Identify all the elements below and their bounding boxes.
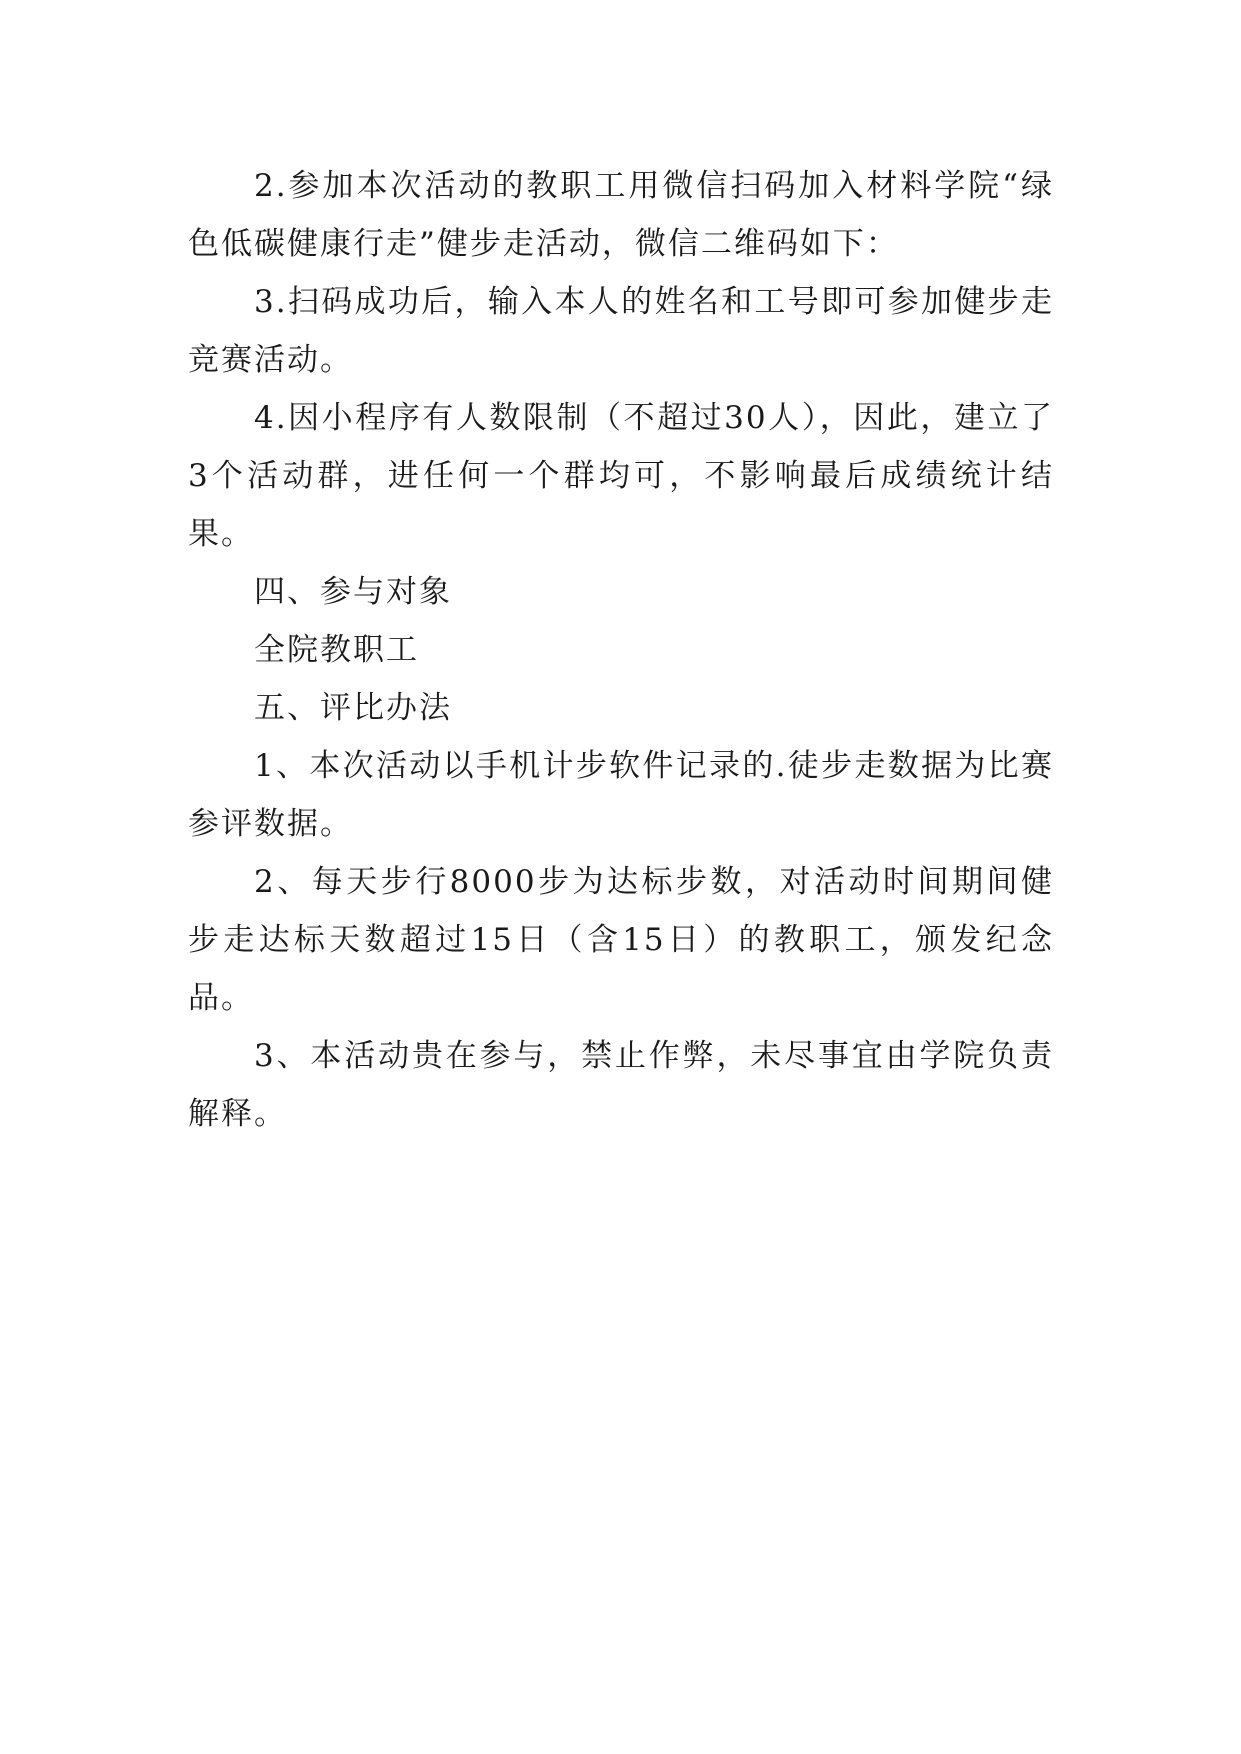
paragraph-rule-1: 1、本次活动以手机计步软件记录的.徒步走数据为比赛参评数据。 xyxy=(188,748,1054,842)
paragraph-step-2: 2.参加本次活动的教职工用微信扫码加入材料学院“绿色低碳健康行走”健步走活动，微信二维码如下： xyxy=(188,168,1054,262)
document-body xyxy=(188,157,1054,1143)
section-heading-participants: 四、参与对象 xyxy=(254,574,452,610)
section-heading-evaluation: 五、评比办法 xyxy=(254,690,452,726)
paragraph-step-4: 4.因小程序有人数限制（不超过30人），因此，建立了3个活动群，进任何一个群均可，不影响最后成绩统计结果。 xyxy=(188,400,1054,552)
paragraph-rule-3: 3、本活动贵在参与，禁止作弊，未尽事宜由学院负责解释。 xyxy=(188,1038,1054,1132)
paragraph-participants: 全院教职工 xyxy=(254,632,419,668)
paragraph-step-3: 3.扫码成功后，输入本人的姓名和工号即可参加健步走竞赛活动。 xyxy=(188,284,1054,378)
paragraph-rule-2: 2、每天步行8000步为达标步数，对活动时间期间健步走达标天数超过15日（含15日）的教职工，颁发纪念品。 xyxy=(188,864,1054,1016)
